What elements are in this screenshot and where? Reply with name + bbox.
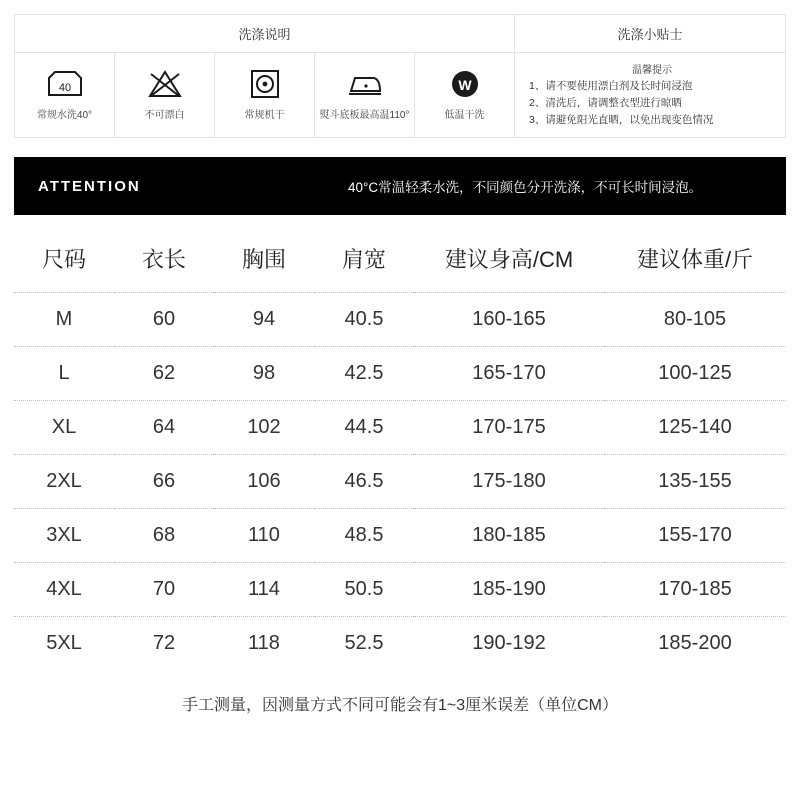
- cell-weight: 100-125: [604, 347, 786, 401]
- cell-length: 62: [114, 347, 214, 401]
- care-header-wash-instructions: 洗涤说明: [15, 15, 515, 52]
- cell-shoulder: 52.5: [344, 632, 384, 654]
- care-icon-label: 低温干洗: [444, 110, 485, 121]
- size-chart-table: [14, 225, 786, 670]
- tumble-dry-icon: [245, 69, 285, 99]
- cell-bust: 110: [214, 509, 314, 563]
- cell-weight: 155-170: [604, 509, 786, 563]
- care-icon-cell-tumbledry: [215, 53, 315, 137]
- cell-shoulder: 50.5: [314, 563, 414, 617]
- cell-size: M: [14, 293, 114, 347]
- cell-size: 2XL: [14, 455, 114, 509]
- cell-bust: 98: [214, 347, 314, 401]
- size-chart-body: [14, 293, 786, 671]
- cell-weight: 135-155: [604, 455, 786, 509]
- care-icon-cell-nobleach: [115, 53, 215, 137]
- cell-size: 5XL: [46, 632, 82, 654]
- column-header-height: 建议身高/CM: [414, 225, 604, 293]
- cell-length: 64: [114, 401, 214, 455]
- cell-bust: 94: [214, 293, 314, 347]
- cell-height: 160-165: [414, 293, 604, 347]
- svg-text:W: W: [457, 77, 472, 93]
- column-header-length: 衣长: [114, 225, 214, 293]
- low-temp-dryclean-icon: [445, 69, 485, 99]
- cell-height: 185-190: [414, 563, 604, 617]
- cell-size: 4XL: [14, 563, 114, 617]
- table-row: [14, 401, 786, 455]
- care-tips: [515, 53, 785, 137]
- table-row: [14, 509, 786, 563]
- care-icon-cell-wash40: [15, 53, 115, 137]
- care-header-wash-tips: 洗涤小贴士: [617, 27, 683, 42]
- column-header-bust: 胸围: [214, 225, 314, 293]
- cell-height: 175-180: [414, 455, 604, 509]
- cell-weight: 185-200: [658, 632, 732, 654]
- care-icon-label: 常规水洗40°: [36, 110, 93, 121]
- table-row: [14, 455, 786, 509]
- table-header-row: [14, 225, 786, 293]
- cell-height: 190-192: [472, 632, 546, 654]
- care-panel-header: [15, 15, 785, 53]
- cell-length: 70: [114, 563, 214, 617]
- cell-weight: 170-185: [604, 563, 786, 617]
- iron-110-icon: [345, 69, 385, 99]
- cell-bust: 118: [248, 632, 280, 654]
- cell-length: 66: [114, 455, 214, 509]
- table-row: [14, 617, 786, 671]
- attention-text: 40°C常温轻柔水洗，不同颜色分开洗涤，不可长时间浸泡。: [348, 180, 703, 195]
- care-icon-label: 常规机干: [244, 110, 285, 121]
- svg-text:40: 40: [58, 82, 71, 94]
- column-header-shoulder: 肩宽: [314, 225, 414, 293]
- care-tip-item: 2、清洗后，请调整衣型进行晾晒: [529, 96, 682, 109]
- care-icon-cell-iron110: [315, 53, 415, 137]
- cell-shoulder: 48.5: [314, 509, 414, 563]
- cell-size: L: [14, 347, 114, 401]
- care-icon-label: 不可漂白: [144, 110, 185, 121]
- cell-size: XL: [14, 401, 114, 455]
- cell-bust: 106: [214, 455, 314, 509]
- column-header-weight: 建议体重/斤: [604, 225, 786, 293]
- cell-weight: 80-105: [604, 293, 786, 347]
- cell-shoulder: 40.5: [314, 293, 414, 347]
- cell-shoulder: 42.5: [314, 347, 414, 401]
- no-bleach-icon: [145, 69, 185, 99]
- table-row: [14, 293, 786, 347]
- cell-shoulder: 46.5: [314, 455, 414, 509]
- cell-height: 170-175: [414, 401, 604, 455]
- cell-height: 180-185: [414, 509, 604, 563]
- table-row: [14, 347, 786, 401]
- wash-40-icon: [45, 69, 85, 99]
- table-row: [14, 563, 786, 617]
- care-icon-label: 熨斗底板最高温110°: [319, 110, 410, 121]
- care-instruction-panel: [14, 14, 786, 138]
- cell-bust: 114: [214, 563, 314, 617]
- attention-banner: [14, 157, 786, 215]
- measurement-footnote: 手工测量，因测量方式不同可能会有1~3厘米误差（单位CM）: [181, 697, 619, 714]
- care-panel-body: [15, 53, 785, 137]
- care-tips-title: 温馨提示: [632, 64, 672, 76]
- care-tip-item: 3、请避免阳光直晒，以免出现变色情况: [529, 114, 714, 127]
- cell-size: 3XL: [14, 509, 114, 563]
- attention-title: ATTENTION: [38, 177, 141, 195]
- cell-shoulder: 44.5: [314, 401, 414, 455]
- cell-length: 60: [114, 293, 214, 347]
- care-tip-item: 1、请不要使用漂白剂及长时间浸泡: [529, 79, 693, 92]
- column-header-size: 尺码: [14, 225, 114, 293]
- size-chart-head: [14, 225, 786, 293]
- cell-bust: 102: [214, 401, 314, 455]
- cell-length: 72: [152, 632, 176, 654]
- care-icon-cell-drycleanlow: [415, 53, 515, 137]
- cell-height: 165-170: [414, 347, 604, 401]
- cell-length: 68: [114, 509, 214, 563]
- cell-weight: 125-140: [604, 401, 786, 455]
